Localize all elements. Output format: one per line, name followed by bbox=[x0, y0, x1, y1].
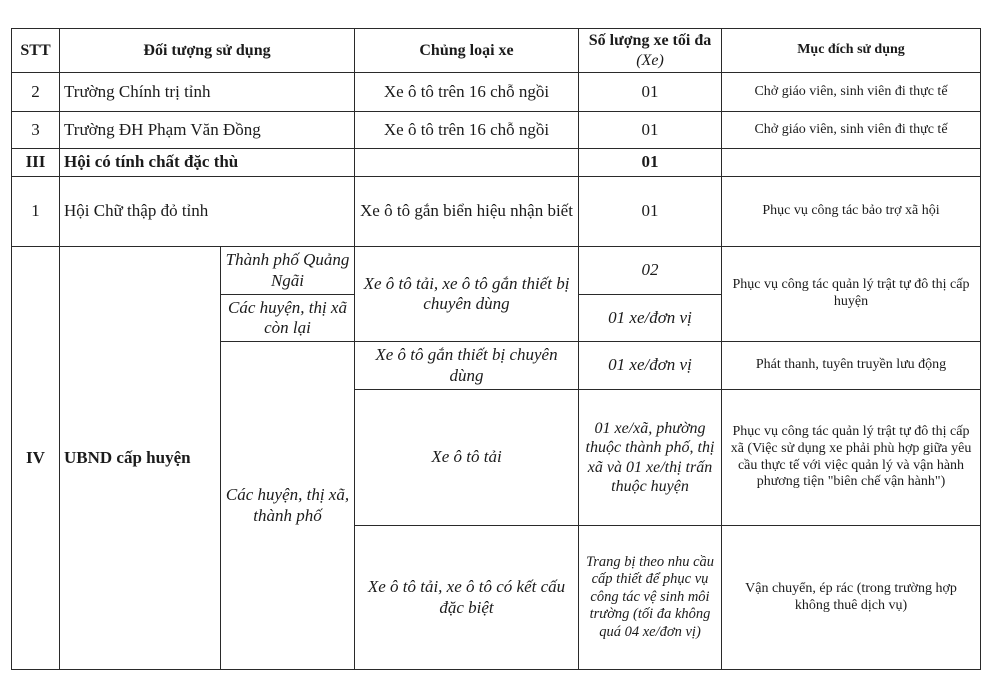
row-vehicle: Xe ô tô trên 16 chỗ ngồi bbox=[355, 73, 579, 112]
purpose-commune: Phục vụ công tác quản lý trật tự đô thị cấp xã (Việc sử dụng xe phải phù hợp giữa yêu cầu thực tế với việc quản lý và vận hành phương tiện "biên chế vận hành") bbox=[722, 390, 981, 526]
header-max-qty-label: Số lượng xe tối đa bbox=[588, 32, 712, 50]
qty-special: 01 xe/đơn vị bbox=[579, 342, 722, 390]
section-vehicle-empty bbox=[355, 149, 579, 177]
vehicle-special: Xe ô tô gắn thiết bị chuyên dùng bbox=[355, 342, 579, 390]
section-purpose-empty bbox=[722, 149, 981, 177]
row-purpose: Phục vụ công tác bảo trợ xã hội bbox=[722, 177, 981, 247]
qty-per-unit: 01 xe/đơn vị bbox=[579, 295, 722, 342]
table-row bbox=[12, 177, 981, 247]
table-row bbox=[12, 112, 981, 149]
header-vehicle-type: Chủng loại xe bbox=[355, 29, 579, 73]
header-max-qty bbox=[579, 29, 722, 73]
table-row bbox=[12, 73, 981, 112]
sub-city: Thành phố Quảng Ngãi bbox=[221, 247, 355, 295]
header-purpose: Mục đích sử dụng bbox=[722, 29, 981, 73]
row-purpose: Chở giáo viên, sinh viên đi thực tế bbox=[722, 73, 981, 112]
row-subject: Trường ĐH Phạm Văn Đồng bbox=[60, 112, 355, 149]
header-stt: STT bbox=[12, 29, 60, 73]
qty-city: 02 bbox=[579, 247, 722, 295]
row-stt: 1 bbox=[12, 177, 60, 247]
purpose-garbage: Vận chuyển, ép rác (trong trường hợp không thuê dịch vụ) bbox=[722, 526, 981, 670]
qty-truck: 01 xe/xã, phường thuộc thành phố, thị xã và 01 xe/thị trấn thuộc huyện bbox=[579, 390, 722, 526]
purpose-broadcast: Phát thanh, tuyên truyền lưu động bbox=[722, 342, 981, 390]
section-stt: III bbox=[12, 149, 60, 177]
vehicle-allocation-table bbox=[11, 28, 981, 670]
row-subject: Hội Chữ thập đỏ tỉnh bbox=[60, 177, 355, 247]
vehicle-truck-special: Xe ô tô tải, xe ô tô gắn thiết bị chuyên dùng bbox=[355, 247, 579, 342]
row-qty: 01 bbox=[579, 73, 722, 112]
section-qty: 01 bbox=[579, 149, 722, 177]
vehicle-truck: Xe ô tô tải bbox=[355, 390, 579, 526]
section-subject: Hội có tính chất đặc thù bbox=[60, 149, 355, 177]
sub-all-districts: Các huyện, thị xã, thành phố bbox=[221, 342, 355, 670]
row-vehicle: Xe ô tô trên 16 chỗ ngồi bbox=[355, 112, 579, 149]
table-header-row bbox=[12, 29, 981, 73]
sub-other-districts: Các huyện, thị xã còn lại bbox=[221, 295, 355, 342]
row-purpose: Chở giáo viên, sinh viên đi thực tế bbox=[722, 112, 981, 149]
section-iv-stt: IV bbox=[12, 247, 60, 670]
purpose-order-district: Phục vụ công tác quản lý trật tự đô thị cấp huyện bbox=[722, 247, 981, 342]
row-vehicle: Xe ô tô gắn biển hiệu nhận biết bbox=[355, 177, 579, 247]
section-iv-row bbox=[12, 247, 981, 295]
row-subject: Trường Chính trị tỉnh bbox=[60, 73, 355, 112]
row-qty: 01 bbox=[579, 112, 722, 149]
qty-garbage: Trang bị theo nhu cầu cấp thiết để phục vụ công tác vệ sinh môi trường (tối đa không quá 04 xe/đơn vị) bbox=[579, 526, 722, 670]
header-subject: Đối tượng sử dụng bbox=[60, 29, 355, 73]
header-max-qty-unit: (Xe) bbox=[636, 51, 664, 69]
section-row bbox=[12, 149, 981, 177]
row-stt: 3 bbox=[12, 112, 60, 149]
vehicle-garbage: Xe ô tô tải, xe ô tô có kết cấu đặc biệt bbox=[355, 526, 579, 670]
row-stt: 2 bbox=[12, 73, 60, 112]
row-qty: 01 bbox=[579, 177, 722, 247]
section-iv-subject: UBND cấp huyện bbox=[60, 247, 221, 670]
